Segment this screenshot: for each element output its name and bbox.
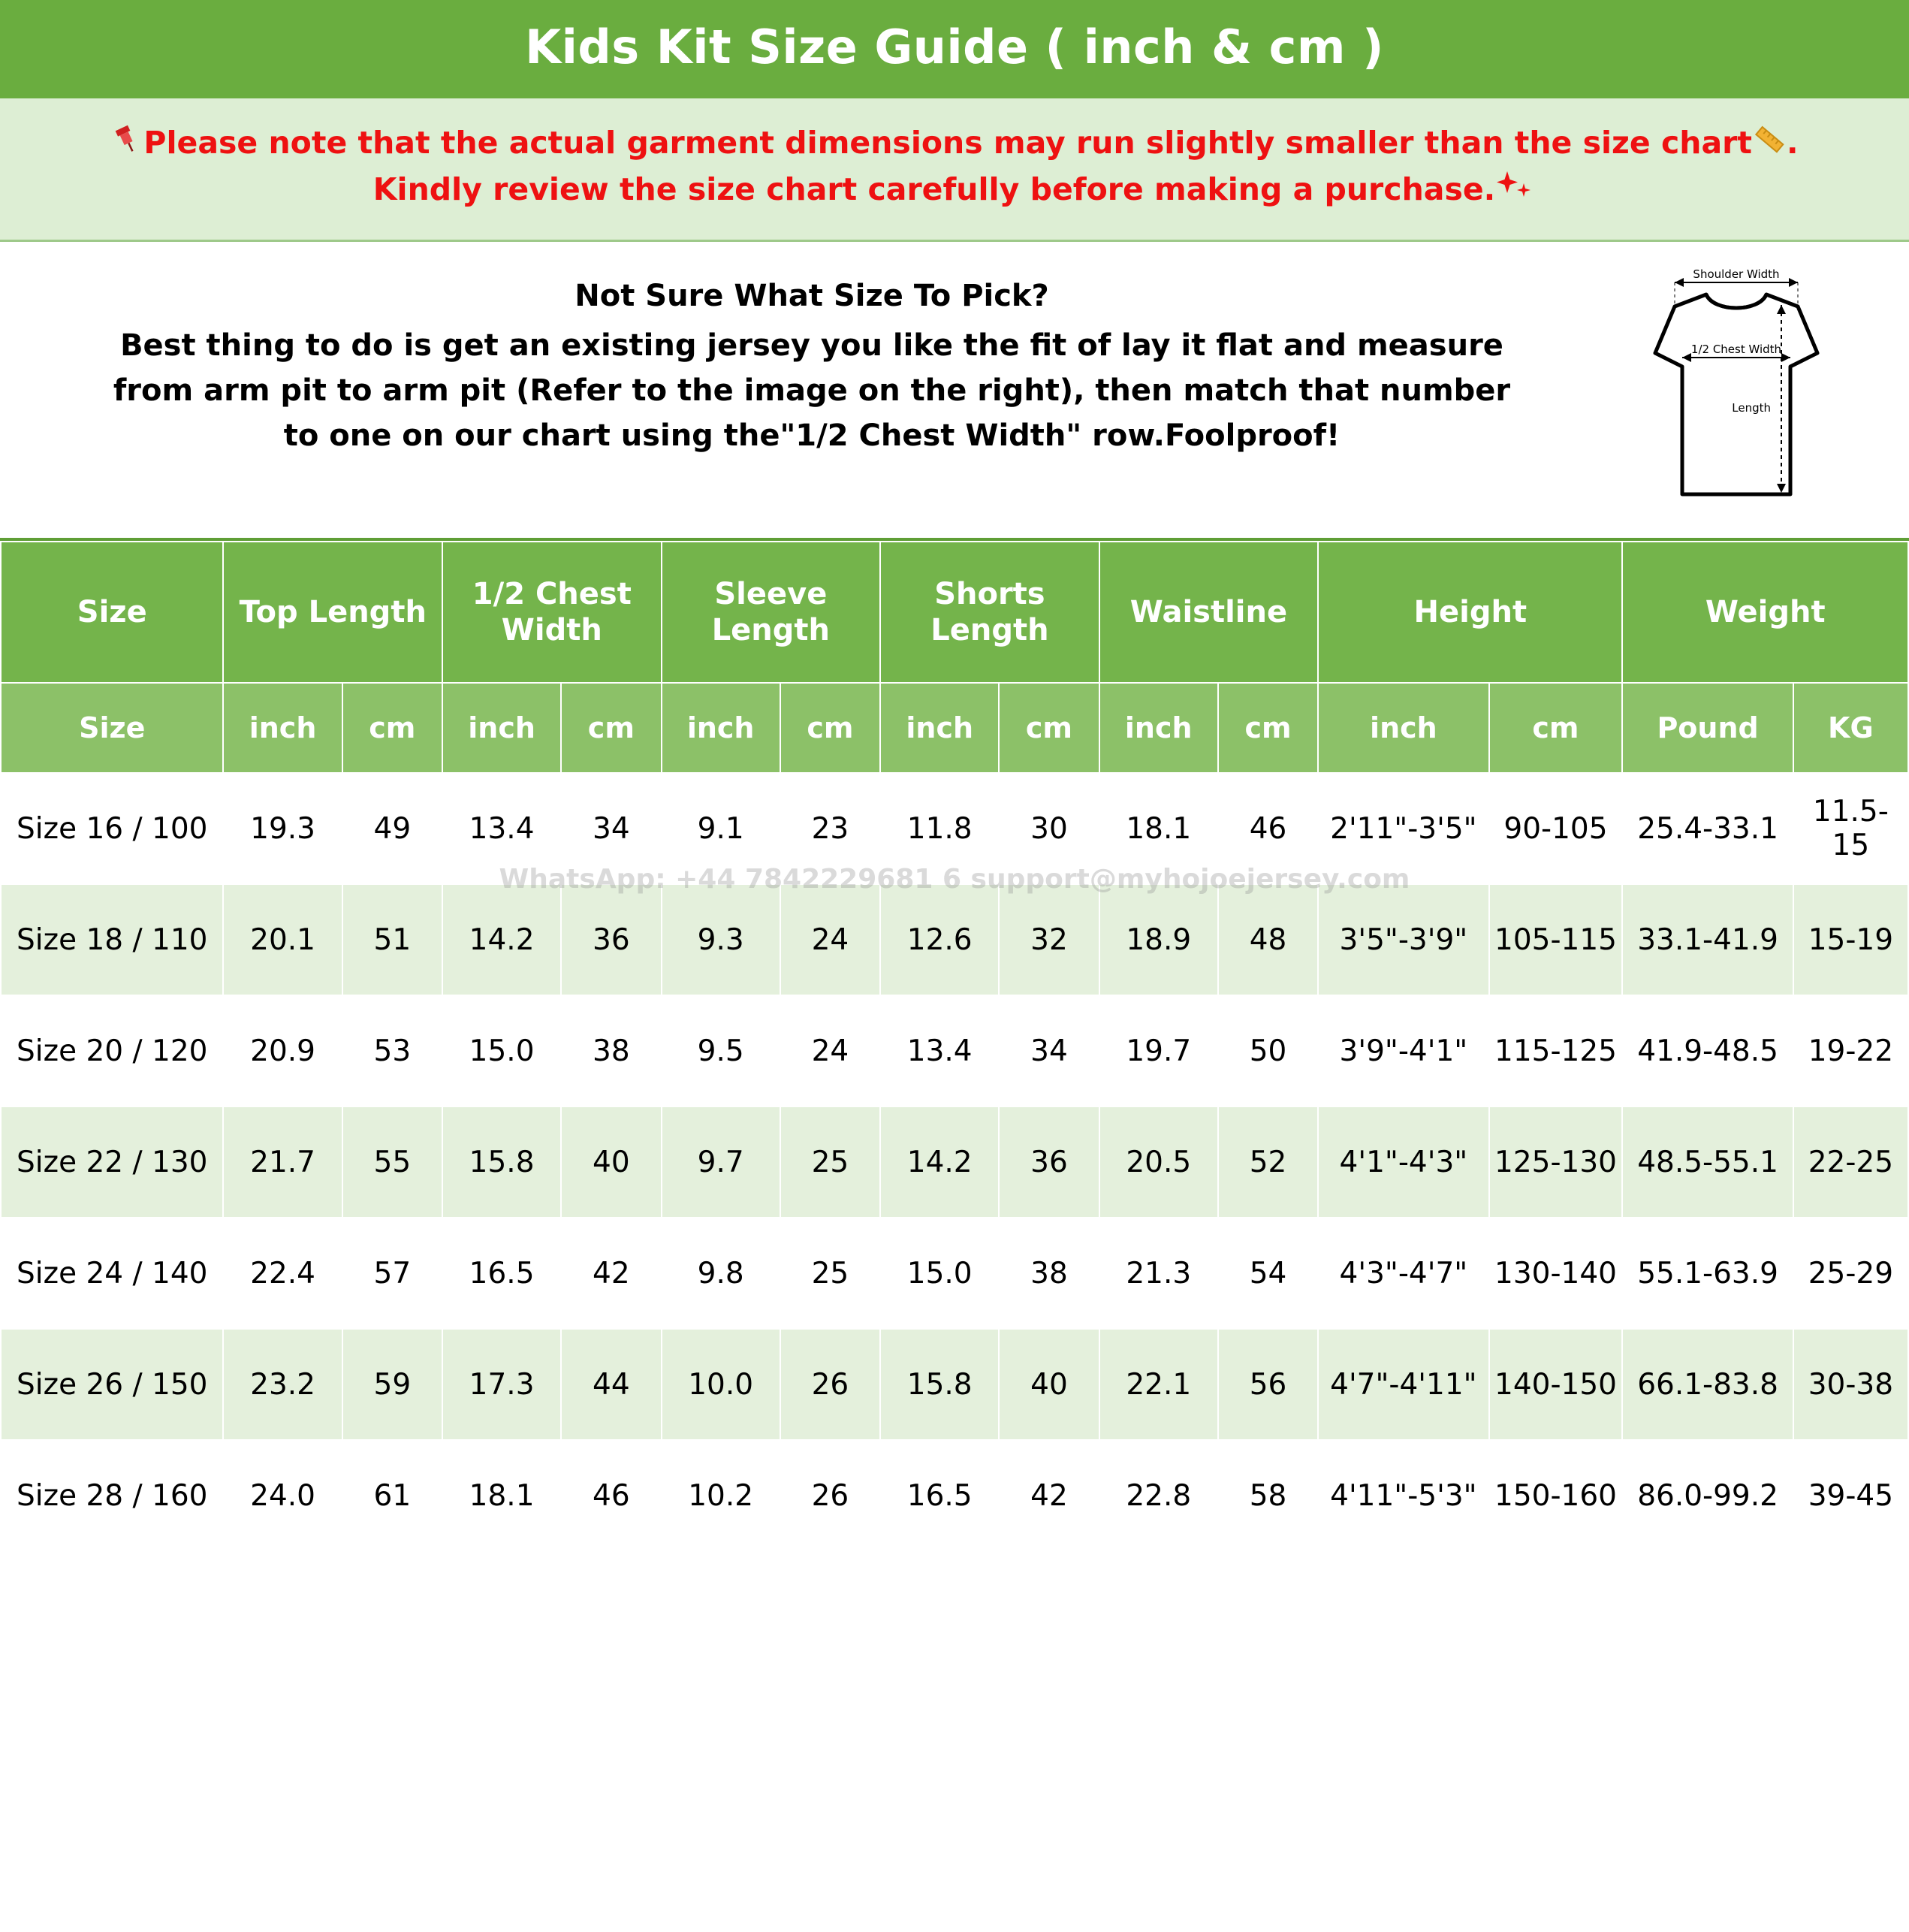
cell-height-inch: 3'9"-4'1" <box>1318 995 1488 1106</box>
th-unit-waist-inch: inch <box>1099 683 1218 773</box>
cell-shorts-cm: 38 <box>999 1218 1099 1329</box>
advice-section <box>0 242 1909 541</box>
header-row-groups <box>1 542 1908 683</box>
cell-toplength-inch: 19.3 <box>223 773 342 884</box>
sparkles-icon <box>1495 170 1536 214</box>
th-unit-sleeve-cm: cm <box>780 683 880 773</box>
cell-toplength-cm: 61 <box>342 1440 442 1551</box>
cell-toplength-cm: 55 <box>342 1106 442 1218</box>
cell-toplength-cm: 57 <box>342 1218 442 1329</box>
cell-chest-cm: 46 <box>561 1440 661 1551</box>
cell-shorts-cm: 34 <box>999 995 1099 1106</box>
th-top-length: Top Length <box>223 542 442 683</box>
cell-height-inch: 4'11"-5'3" <box>1318 1440 1488 1551</box>
cell-toplength-inch: 20.9 <box>223 995 342 1106</box>
advice-line-1: Best thing to do is get an existing jersey you like the fit of lay it flat and measure <box>120 328 1503 364</box>
th-half-chest-width: 1/2 Chest Width <box>442 542 662 683</box>
table-group-header <box>1 542 1908 683</box>
cell-waist-inch: 18.9 <box>1099 884 1218 995</box>
cell-shorts-inch: 14.2 <box>880 1106 999 1218</box>
cell-waist-inch: 18.1 <box>1099 773 1218 884</box>
cell-waist-inch: 20.5 <box>1099 1106 1218 1218</box>
cell-height-cm: 90-105 <box>1489 773 1623 884</box>
cell-height-cm: 140-150 <box>1489 1329 1623 1440</box>
cell-sleeve-inch: 9.7 <box>662 1106 780 1218</box>
cell-shorts-inch: 11.8 <box>880 773 999 884</box>
cell-waist-cm: 50 <box>1218 995 1318 1106</box>
th-unit-chest-inch: inch <box>442 683 561 773</box>
cell-weight-kg: 11.5-15 <box>1793 773 1908 884</box>
cell-waist-inch: 19.7 <box>1099 995 1218 1106</box>
cell-size: Size 22 / 130 <box>1 1106 223 1218</box>
header-row-units <box>1 683 1908 773</box>
cell-weight-pound: 86.0-99.2 <box>1622 1440 1793 1551</box>
shoulder-width-label: Shoulder Width <box>1693 269 1780 282</box>
cell-waist-cm: 56 <box>1218 1329 1318 1440</box>
cell-chest-cm: 40 <box>561 1106 661 1218</box>
cell-chest-inch: 15.0 <box>442 995 561 1106</box>
cell-toplength-inch: 23.2 <box>223 1329 342 1440</box>
cell-sleeve-cm: 26 <box>780 1329 880 1440</box>
th-unit-toplength-inch: inch <box>223 683 342 773</box>
cell-size: Size 24 / 140 <box>1 1218 223 1329</box>
cell-waist-inch: 22.8 <box>1099 1440 1218 1551</box>
advice-line-2: from arm pit to arm pit (Refer to the image on the right), then match that number <box>113 373 1511 409</box>
cell-toplength-inch: 24.0 <box>223 1440 342 1551</box>
warning-note-line-1 <box>15 121 1894 168</box>
th-unit-weight-kg: KG <box>1793 683 1908 773</box>
cell-height-inch: 2'11"-3'5" <box>1318 773 1488 884</box>
cell-sleeve-inch: 10.0 <box>662 1329 780 1440</box>
cell-sleeve-cm: 25 <box>780 1106 880 1218</box>
cell-weight-pound: 48.5-55.1 <box>1622 1106 1793 1218</box>
cell-size: Size 28 / 160 <box>1 1440 223 1551</box>
cell-shorts-cm: 40 <box>999 1329 1099 1440</box>
table-body <box>1 773 1908 1551</box>
cell-sleeve-cm: 24 <box>780 995 880 1106</box>
cell-height-cm: 125-130 <box>1489 1106 1623 1218</box>
cell-toplength-cm: 59 <box>342 1329 442 1440</box>
cell-weight-pound: 33.1-41.9 <box>1622 884 1793 995</box>
table-row <box>1 1218 1908 1329</box>
cell-sleeve-inch: 9.3 <box>662 884 780 995</box>
cell-weight-pound: 25.4-33.1 <box>1622 773 1793 884</box>
cell-weight-kg: 25-29 <box>1793 1218 1908 1329</box>
cell-height-inch: 4'3"-4'7" <box>1318 1218 1488 1329</box>
cell-shorts-inch: 15.8 <box>880 1329 999 1440</box>
th-size: Size <box>1 542 223 683</box>
title-bar <box>0 0 1909 98</box>
th-unit-shorts-inch: inch <box>880 683 999 773</box>
table-row <box>1 995 1908 1106</box>
cell-toplength-cm: 49 <box>342 773 442 884</box>
cell-shorts-cm: 32 <box>999 884 1099 995</box>
cell-sleeve-cm: 24 <box>780 884 880 995</box>
tshirt-measure-diagram <box>1624 261 1909 520</box>
th-unit-size: Size <box>1 683 223 773</box>
cell-shorts-inch: 16.5 <box>880 1440 999 1551</box>
warning-text-1: Please note that the actual garment dimensions may run slightly smaller than the size chart <box>143 125 1752 161</box>
cell-sleeve-inch: 10.2 <box>662 1440 780 1551</box>
length-label: Length <box>1732 401 1771 415</box>
cell-shorts-cm: 36 <box>999 1106 1099 1218</box>
cell-sleeve-inch: 9.8 <box>662 1218 780 1329</box>
cell-toplength-inch: 21.7 <box>223 1106 342 1218</box>
cell-weight-kg: 22-25 <box>1793 1106 1908 1218</box>
cell-weight-kg: 19-22 <box>1793 995 1908 1106</box>
cell-size: Size 20 / 120 <box>1 995 223 1106</box>
th-unit-sleeve-inch: inch <box>662 683 780 773</box>
table-row <box>1 1440 1908 1551</box>
warning-text-2: Kindly review the size chart carefully before making a purchase. <box>372 171 1496 208</box>
warning-note-line-2 <box>15 168 1894 214</box>
cell-size: Size 26 / 150 <box>1 1329 223 1440</box>
th-unit-height-cm: cm <box>1489 683 1623 773</box>
cell-weight-kg: 30-38 <box>1793 1329 1908 1440</box>
advice-line-3: to one on our chart using the"1/2 Chest Width" row.Foolproof! <box>283 418 1341 454</box>
cell-height-cm: 115-125 <box>1489 995 1623 1106</box>
cell-weight-kg: 15-19 <box>1793 884 1908 995</box>
size-table-wrap <box>0 541 1909 1552</box>
cell-chest-inch: 17.3 <box>442 1329 561 1440</box>
cell-shorts-cm: 42 <box>999 1440 1099 1551</box>
advice-headline: Not Sure What Size To Pick? <box>575 279 1049 314</box>
page-title: Kids Kit Size Guide ( inch & cm ) <box>525 20 1384 74</box>
cell-height-cm: 150-160 <box>1489 1440 1623 1551</box>
watermark: WhatsApp: +44 7842229681 6 support@myhojoejersey.com <box>499 864 1410 895</box>
th-weight: Weight <box>1622 542 1908 683</box>
cell-chest-cm: 34 <box>561 773 661 884</box>
th-height: Height <box>1318 542 1622 683</box>
table-row <box>1 1106 1908 1218</box>
half-chest-width-label: 1/2 Chest Width <box>1690 343 1782 357</box>
cell-chest-cm: 36 <box>561 884 661 995</box>
cell-waist-cm: 48 <box>1218 884 1318 995</box>
th-unit-height-inch: inch <box>1318 683 1488 773</box>
advice-text-block <box>0 261 1624 458</box>
th-unit-weight-pound: Pound <box>1622 683 1793 773</box>
cell-chest-inch: 13.4 <box>442 773 561 884</box>
pushpin-icon <box>110 123 143 168</box>
cell-size: Size 18 / 110 <box>1 884 223 995</box>
cell-chest-inch: 15.8 <box>442 1106 561 1218</box>
warning-note <box>0 98 1909 242</box>
table-row <box>1 1329 1908 1440</box>
th-unit-shorts-cm: cm <box>999 683 1099 773</box>
cell-shorts-cm: 30 <box>999 773 1099 884</box>
th-unit-chest-cm: cm <box>561 683 661 773</box>
cell-sleeve-cm: 23 <box>780 773 880 884</box>
th-sleeve-length: Sleeve Length <box>662 542 881 683</box>
cell-shorts-inch: 12.6 <box>880 884 999 995</box>
cell-waist-cm: 54 <box>1218 1218 1318 1329</box>
th-unit-waist-cm: cm <box>1218 683 1318 773</box>
table-unit-header <box>1 683 1908 773</box>
cell-chest-cm: 38 <box>561 995 661 1106</box>
cell-height-inch: 4'1"-4'3" <box>1318 1106 1488 1218</box>
cell-chest-inch: 14.2 <box>442 884 561 995</box>
th-waistline: Waistline <box>1099 542 1319 683</box>
cell-height-cm: 105-115 <box>1489 884 1623 995</box>
cell-weight-pound: 55.1-63.9 <box>1622 1218 1793 1329</box>
cell-sleeve-cm: 25 <box>780 1218 880 1329</box>
cell-chest-inch: 18.1 <box>442 1440 561 1551</box>
cell-weight-pound: 66.1-83.8 <box>1622 1329 1793 1440</box>
cell-shorts-inch: 13.4 <box>880 995 999 1106</box>
ruler-icon <box>1752 123 1787 168</box>
table-row <box>1 884 1908 995</box>
cell-height-cm: 130-140 <box>1489 1218 1623 1329</box>
cell-waist-cm: 52 <box>1218 1106 1318 1218</box>
th-unit-toplength-cm: cm <box>342 683 442 773</box>
warning-text-1-end: . <box>1786 125 1799 161</box>
cell-height-inch: 3'5"-3'9" <box>1318 884 1488 995</box>
th-shorts-length: Shorts Length <box>880 542 1099 683</box>
cell-waist-inch: 22.1 <box>1099 1329 1218 1440</box>
cell-sleeve-cm: 26 <box>780 1440 880 1551</box>
cell-chest-cm: 44 <box>561 1329 661 1440</box>
cell-shorts-inch: 15.0 <box>880 1218 999 1329</box>
cell-sleeve-inch: 9.5 <box>662 995 780 1106</box>
cell-sleeve-inch: 9.1 <box>662 773 780 884</box>
cell-size: Size 16 / 100 <box>1 773 223 884</box>
cell-toplength-inch: 22.4 <box>223 1218 342 1329</box>
cell-weight-kg: 39-45 <box>1793 1440 1908 1551</box>
cell-waist-cm: 58 <box>1218 1440 1318 1551</box>
cell-toplength-inch: 20.1 <box>223 884 342 995</box>
size-table <box>0 541 1909 1552</box>
cell-waist-inch: 21.3 <box>1099 1218 1218 1329</box>
cell-weight-pound: 41.9-48.5 <box>1622 995 1793 1106</box>
cell-waist-cm: 46 <box>1218 773 1318 884</box>
cell-chest-cm: 42 <box>561 1218 661 1329</box>
cell-chest-inch: 16.5 <box>442 1218 561 1329</box>
cell-toplength-cm: 53 <box>342 995 442 1106</box>
cell-toplength-cm: 51 <box>342 884 442 995</box>
cell-height-inch: 4'7"-4'11" <box>1318 1329 1488 1440</box>
table-row <box>1 773 1908 884</box>
